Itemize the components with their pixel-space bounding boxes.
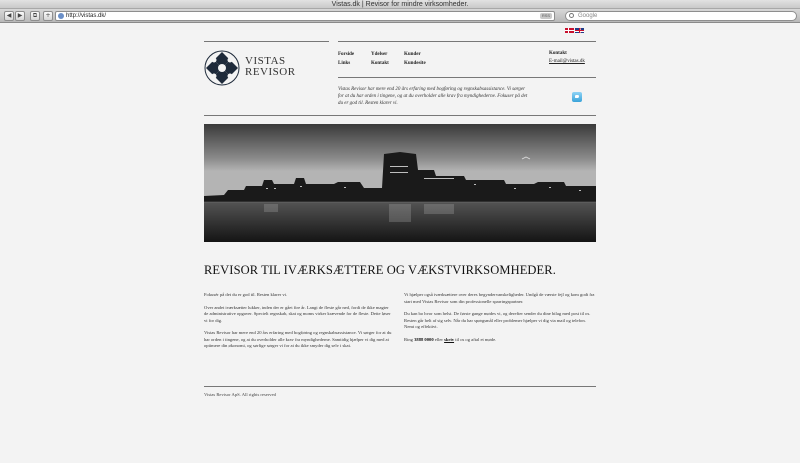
twitter-icon[interactable] (572, 92, 582, 102)
language-selector (565, 28, 585, 33)
text: Ring (404, 336, 415, 342)
window-title: Vistas.dk | Revisor for mindre virksomheder. (0, 0, 800, 9)
nav-link-links[interactable]: Links (338, 61, 351, 66)
content-right-column (404, 292, 596, 349)
rss-icon[interactable]: RSS (541, 13, 551, 18)
add-bookmark-button[interactable]: + (43, 11, 53, 21)
logo-mark-icon (204, 50, 240, 86)
divider (204, 115, 596, 116)
footer-copyright: Vistas Revisor ApS. All rights reserved (204, 392, 276, 397)
nav-column-3 (404, 50, 426, 68)
contact-heading: Kontakt (549, 51, 567, 56)
hero-image (204, 124, 596, 242)
contact-block (549, 50, 585, 66)
text: eller (433, 336, 445, 342)
nav-link-ydelser[interactable]: Ydelser (371, 52, 388, 57)
search-placeholder: Google (578, 13, 598, 19)
logo-line-2: REVISOR (245, 66, 296, 78)
content-left-column (204, 292, 392, 356)
paragraph: Vi hjælper også iværksættere over deres begyndervanskeligheder. Undgå de værste fejl og kom godt fra start med Vistas Revisor som din professionelle sparringspartner. (404, 292, 595, 304)
paragraph: Vistas Revisor har mere end 20 års erfaring med bogføring og regnskabsassistance. Vi sørger for at du har orden i tingene, og at du overholder alle krav fra myndighederne. Samtidig hjælper vi dig med at optimere din økonomi, og sørfige sørger vi for at du ikke smyder dig selv i skat. (204, 330, 392, 348)
divider (338, 77, 596, 78)
contact-email-link[interactable]: E-mail@vistas.dk (549, 59, 585, 64)
danish-flag-icon[interactable] (565, 28, 574, 33)
divider (338, 41, 596, 42)
globe-icon (58, 13, 64, 19)
nav-column-1 (338, 50, 354, 68)
paragraph: Fokusér på det du er god til. Resten klarer vi. (204, 292, 288, 297)
phone-number: 3888 0000 (414, 336, 434, 342)
paragraph: Du kan bo hvor som helst. De første gange mødes vi, og derefter sender du dine bilag med post til os. Resten går helt af sig selv. Når du har spørgsmål eller problemer hjælper vi dig via mail og telefon. Nemt og effektivt. (404, 311, 591, 329)
nav-link-kontakt[interactable]: Kontakt (371, 61, 389, 66)
text: til os og aftal et møde. (454, 336, 497, 342)
nav-link-kundesite[interactable]: Kundesite (404, 61, 426, 66)
intro-text: Vistas Revisor har mere end 20 års erfaring med bogføring og regnskabsassistance. Vi sørger for at du har orden i tingene, og at du overholder alle krav fra myndighederne. Fokuser på det du er god til. Resten klarer vi. (338, 87, 528, 106)
back-button[interactable]: ◀ (4, 11, 14, 21)
tabs-button[interactable]: ⧉ (30, 11, 40, 21)
contact-paragraph (404, 337, 596, 344)
address-url: http://vistas.dk/ (66, 13, 107, 19)
divider (204, 41, 329, 42)
search-input[interactable] (565, 11, 797, 21)
logo-text (245, 56, 296, 78)
logo-line-1: VISTAS (245, 55, 286, 67)
nav-link-kunder[interactable]: Kunder (404, 52, 421, 57)
nav-column-2 (371, 50, 389, 68)
browser-toolbar (0, 9, 800, 23)
site-logo[interactable] (204, 50, 324, 86)
paragraph: Over andet iværksætter lukker, inden der er gået fire år. Langt de fleste går ned, fordi de ikke magter de administrative opgaver. Specielt regnskab, skat og moms virker krævende for de fleste. Dette løser vi for dig. (204, 304, 391, 323)
forward-button[interactable]: ▶ (15, 11, 25, 21)
page-headline: REVISOR TIL IVÆRKSÆTTERE OG VÆKSTVIRKSOMHEDER. (204, 263, 556, 277)
write-link[interactable]: skriv (444, 336, 455, 342)
address-bar[interactable] (55, 11, 555, 21)
nav-link-forside[interactable]: Forside (338, 52, 355, 57)
search-icon (569, 13, 574, 18)
english-flag-icon[interactable] (575, 28, 584, 33)
divider (204, 386, 596, 387)
